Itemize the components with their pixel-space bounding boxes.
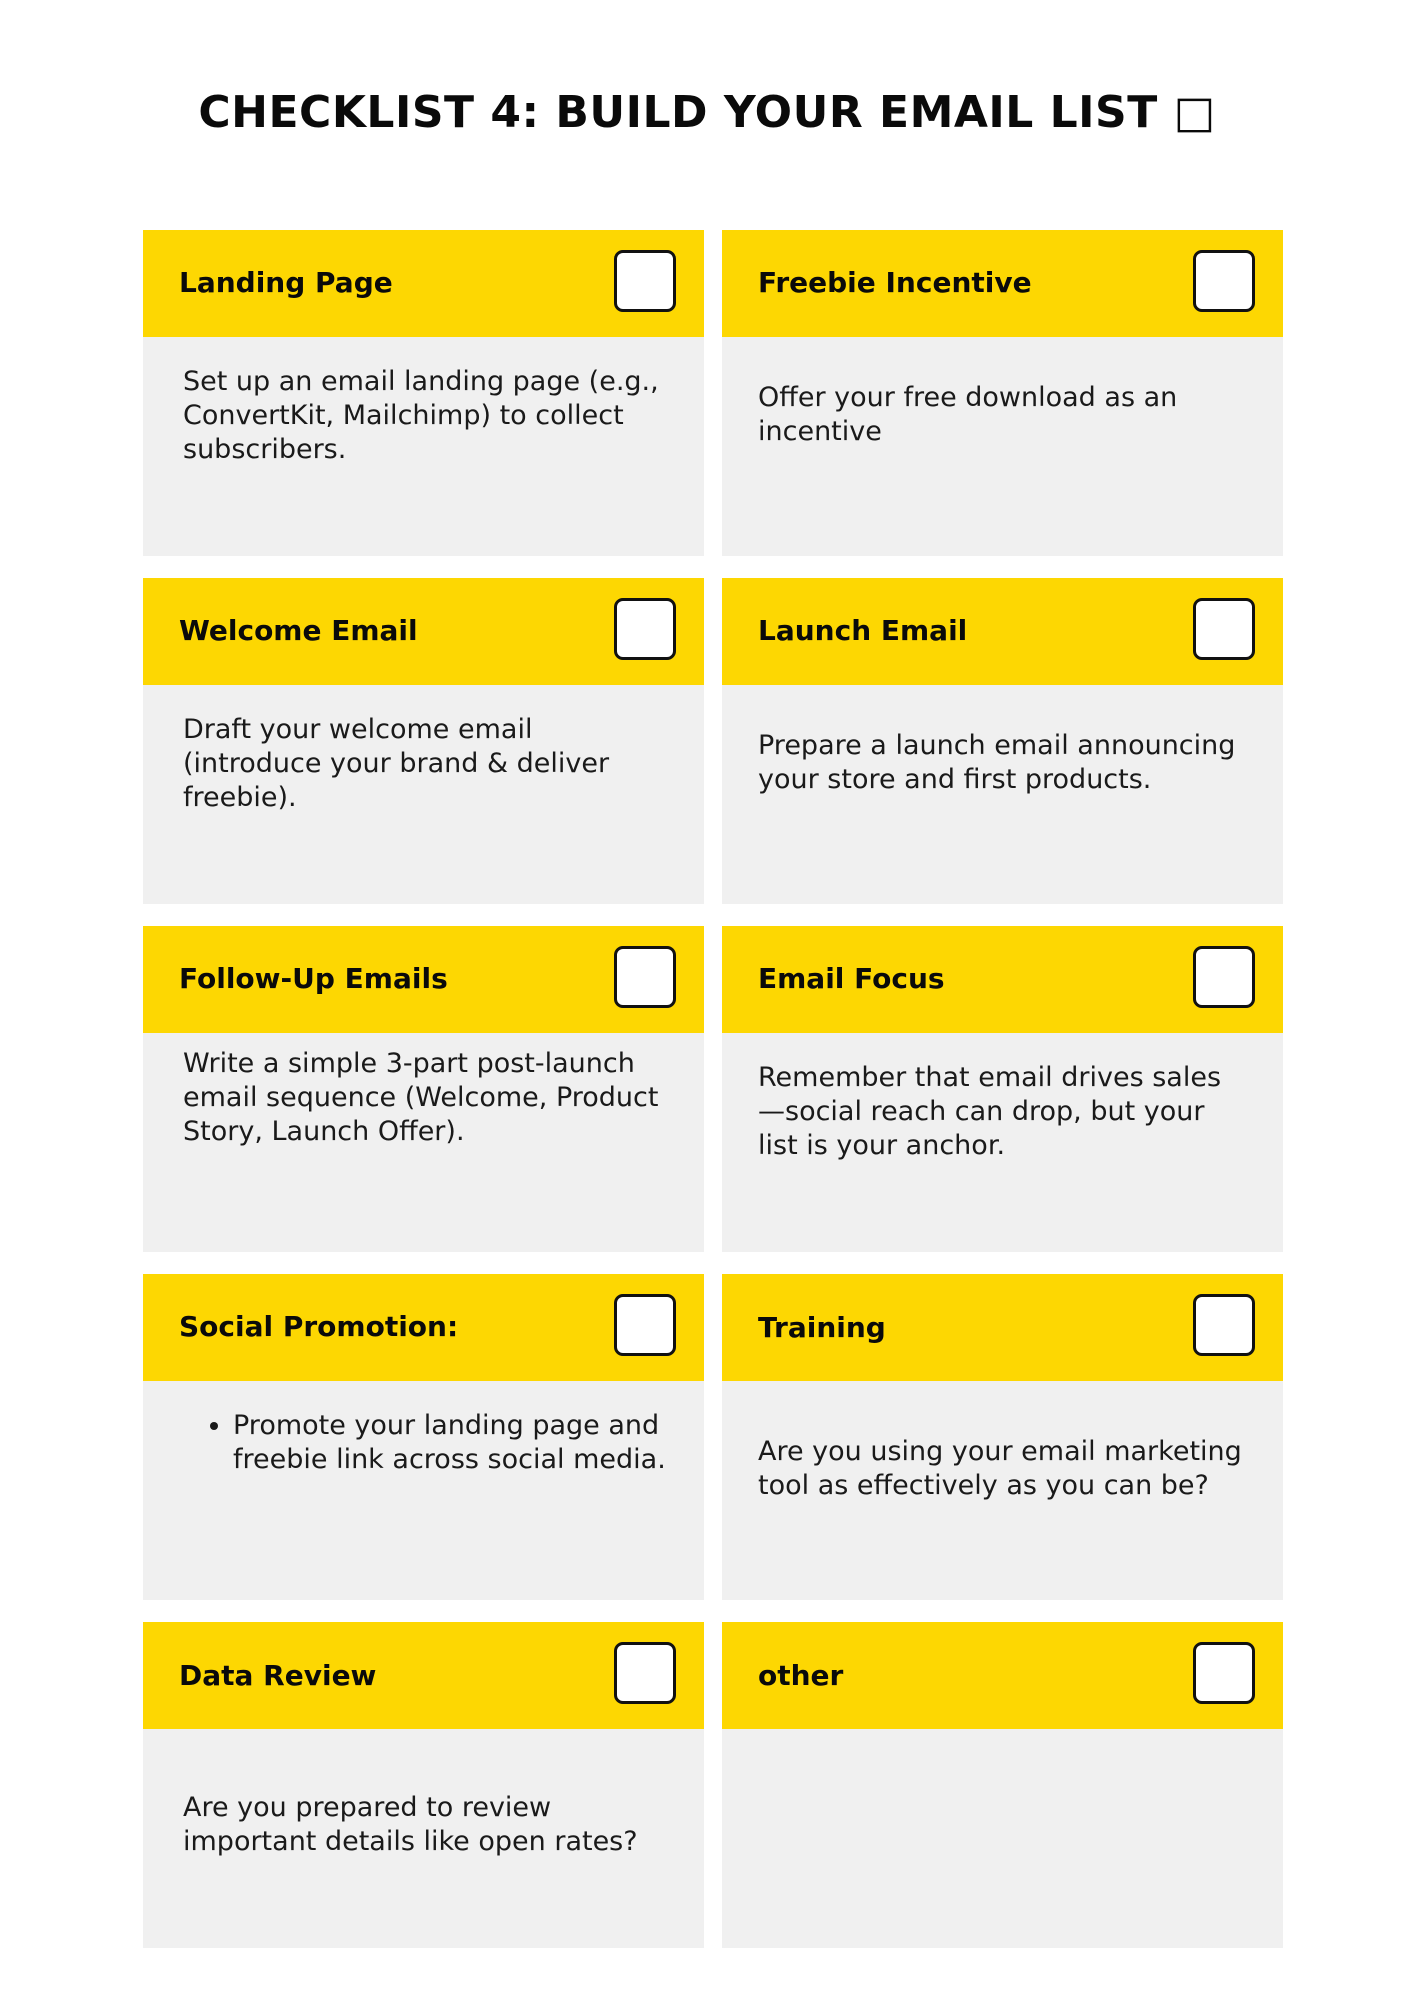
checklist-card-landing-page xyxy=(143,230,704,556)
checklist-card-email-focus xyxy=(722,926,1283,1252)
card-description: Write a simple 3-part post-launch email sequence (Welcome, Product Story, Launch Offer). xyxy=(183,1048,659,1147)
card-title: Social Promotion: xyxy=(179,1310,459,1343)
card-header xyxy=(143,230,704,337)
card-title: Freebie Incentive xyxy=(758,266,1032,299)
card-description: Offer your free download as an incentive xyxy=(758,382,1178,447)
page-title: CHECKLIST 4: BUILD YOUR EMAIL LIST □ xyxy=(198,87,1216,138)
card-description: Are you prepared to review important details like open rates? xyxy=(183,1792,638,1857)
card-body xyxy=(143,1381,704,1600)
checklist-card-freebie-incentive xyxy=(722,230,1283,556)
card-header xyxy=(722,926,1283,1033)
checkbox[interactable] xyxy=(1193,1642,1255,1704)
card-header xyxy=(722,1274,1283,1381)
card-body xyxy=(143,1033,704,1252)
card-header xyxy=(722,1622,1283,1729)
card-title: Landing Page xyxy=(179,266,393,299)
card-header xyxy=(143,1622,704,1729)
card-description: Draft your welcome email (introduce your brand & deliver freebie). xyxy=(183,714,610,813)
list-item: • Promote your landing page and freebie link across social media. xyxy=(233,1409,668,1477)
card-title: Launch Email xyxy=(758,614,968,647)
checkbox[interactable] xyxy=(1193,250,1255,312)
card-body xyxy=(143,337,704,556)
checkbox[interactable] xyxy=(614,1642,676,1704)
card-body xyxy=(143,685,704,904)
card-body xyxy=(722,685,1283,904)
checklist-grid xyxy=(143,230,1283,1948)
card-title: Training xyxy=(758,1310,886,1344)
checkbox[interactable] xyxy=(1193,598,1255,660)
card-description: Are you using your email marketing tool as effectively as you can be? xyxy=(758,1436,1242,1501)
card-title: Follow-Up Emails xyxy=(179,962,448,995)
card-description: Set up an email landing page (e.g., ConvertKit, Mailchimp) to collect subscribers. xyxy=(183,366,659,465)
card-title: Email Focus xyxy=(758,962,945,995)
checklist-card-data-review xyxy=(143,1622,704,1948)
card-header xyxy=(143,578,704,685)
card-description: Prepare a launch email announcing your store and first products. xyxy=(758,730,1236,795)
bullet-list xyxy=(143,1409,704,1477)
card-body xyxy=(722,1381,1283,1600)
checklist-card-follow-up-emails xyxy=(143,926,704,1252)
card-title: Data Review xyxy=(179,1658,377,1692)
checklist-card-launch-email xyxy=(722,578,1283,904)
checkbox[interactable] xyxy=(1193,946,1255,1008)
checkbox[interactable] xyxy=(614,1294,676,1356)
checklist-card-other xyxy=(722,1622,1283,1948)
checkbox[interactable] xyxy=(614,250,676,312)
card-body xyxy=(722,1729,1283,1948)
card-body xyxy=(722,337,1283,556)
card-body xyxy=(143,1729,704,1948)
checkbox[interactable] xyxy=(614,946,676,1008)
checklist-card-welcome-email xyxy=(143,578,704,904)
card-header xyxy=(722,578,1283,685)
card-header xyxy=(143,926,704,1033)
checkbox[interactable] xyxy=(1193,1294,1255,1356)
card-header xyxy=(143,1274,704,1381)
card-header xyxy=(722,230,1283,337)
card-description: Remember that email drives sales—social reach can drop, but your list is your anchor. xyxy=(758,1062,1222,1161)
card-title: Welcome Email xyxy=(179,614,418,647)
checkbox[interactable] xyxy=(614,598,676,660)
card-body xyxy=(722,1033,1283,1252)
checklist-card-social-promotion xyxy=(143,1274,704,1600)
card-title: other xyxy=(758,1658,844,1692)
checklist-card-training xyxy=(722,1274,1283,1600)
